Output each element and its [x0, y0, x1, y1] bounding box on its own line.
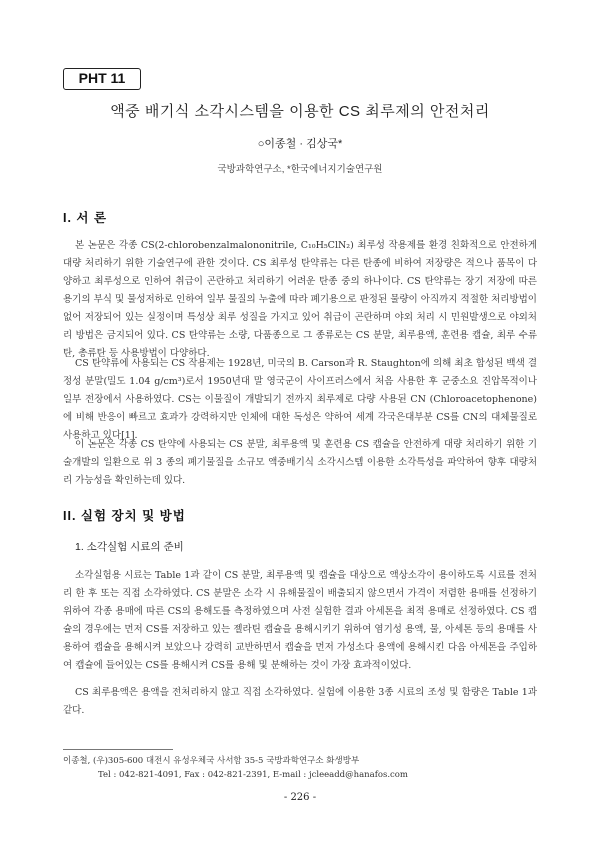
- body-paragraph: CS 탄약류에 사용되는 CS 작용제는 1928년, 미국의 B. Carson과 R. Staughton에 의해 최초 합성된 백색 결정성 분말(밀도 1.04 g/cm³)로서 1950년대 말 영국군이 사이프러스에서 처음 사용한 후 군중소요 진압목적이나 일부 전장에서 사용하였다. CS는 이물질이 개발되기 전까지 최루제로 다량 사용된 CN (Chloroacetophenone)에 비해 반응이 빠르고 효과가 강력하지만 인체에 대한 독성은 약하여 세계 각국은대부분 CS를 CN의 대체물질로 사용하고 있다[1].: [63, 358, 537, 441]
- footnote-divider: [63, 749, 173, 750]
- body-paragraph: 본 논문은 각종 CS(2-chlorobenzalmalononitrile, C₁₀H₅ClN₂) 최루성 작용제를 환경 친화적으로 안전하게 대량 처리하기 위한 기술연구에 관한 것이다. CS 최루성 탄약류는 다른 탄종에 비하여 저장량은 적으나 품목이 다양하고 최루성으로 인하여 취급이 곤란하고 처리하기 어려운 탄종 중의 하나이다. CS 탄약류는 장기 저장에 따른 용기의 부식 및 물성저하로 인하여 일부 물질의 누출에 따라 폐기용으로 판정된 물량이 아직까지 적절한 처리방법이 없어 저장되어 있는 실정이며 특성상 최루 성질을 가지고 있어 취급이 곤란하며 야외 처리 시 민원발생으로 야외처리 방법은 금지되어 있다. CS 탄약류는 소량, 다품종으로 그 종류로는 CS 분말, 최루용액, 훈련용 캡슐, 최루 수류탄, 총류탄 등 사용방법이 다양하다.: [63, 240, 537, 359]
- subsection-heading: 1. 소각실험 시료의 준비: [75, 541, 184, 553]
- affiliation: 국방과학연구소, *한국에너지기술연구원: [217, 164, 383, 175]
- footnote-contact: Tel : 042-821-4091, Fax : 042-821-2391, E-mail : jcleeadd@hanafos.com: [98, 770, 408, 780]
- footnote: [63, 754, 543, 782]
- paper-title: 액중 배기식 소각시스템을 이용한 CS 최루제의 안전처리: [110, 103, 490, 120]
- page-number: - 226 -: [283, 792, 317, 803]
- section-heading-introduction: I. 서 론: [63, 211, 108, 225]
- footnote-address: 이종철, (우)305-600 대전시 유성우체국 사서함 35-5 국방과학연구소 화생방부: [63, 756, 360, 766]
- body-paragraph: 소각실험용 시료는 Table 1과 같이 CS 분말, 최루용액 및 캡슐을 대상으로 액상소각이 용이하도록 시료를 전처리 한 후 또는 직접 소각하였다. CS 분말은 소각 시 유해물질이 배출되지 않으면서 가격이 저렴한 용매를 선정하기 위하여 각종 용매에 따른 CS의 용해도를 측정하였으며 사전 실험한 결과 아세톤을 최적 용매로 선정하였다. CS 캡슐의 경우에는 먼저 CS를 저장하고 있는 젤라틴 캡슐을 용해시키기 위하여 염기성 용액, 물, 아세톤 등의 용매를 사용하여 캡슐을 용해시켜 보았으나 강력히 교반하면서 캡슐을 먼저 가성소다 용액에 용해시킨 다음 아세톤을 주입하여 캡슐에 들어있는 CS를 용해시켜 CS를 용해 및 분해하는 것이 가장 효과적이었다.: [63, 570, 537, 671]
- session-tag: PHT 11: [63, 68, 141, 90]
- body-paragraph: CS 최루용액은 용액을 전처리하지 않고 직접 소각하였다. 실험에 이용한 3종 시료의 조성 및 함량은 Table 1과 같다.: [63, 687, 537, 716]
- authors: ○이종철 · 김상국*: [257, 138, 343, 150]
- body-paragraph: 이 논문은 각종 CS 탄약에 사용되는 CS 분말, 최루용액 및 훈련용 CS 캡슐을 안전하게 대량 처리하기 위한 기술개발의 일환으로 위 3 종의 폐기물질을 소규모 액중배기식 소각시스템 이용한 소각특성을 파악하여 향후 대량처리 가능성을 확인하는데 있다.: [63, 439, 537, 486]
- section-heading-methods: II. 실험 장치 및 방법: [63, 509, 186, 523]
